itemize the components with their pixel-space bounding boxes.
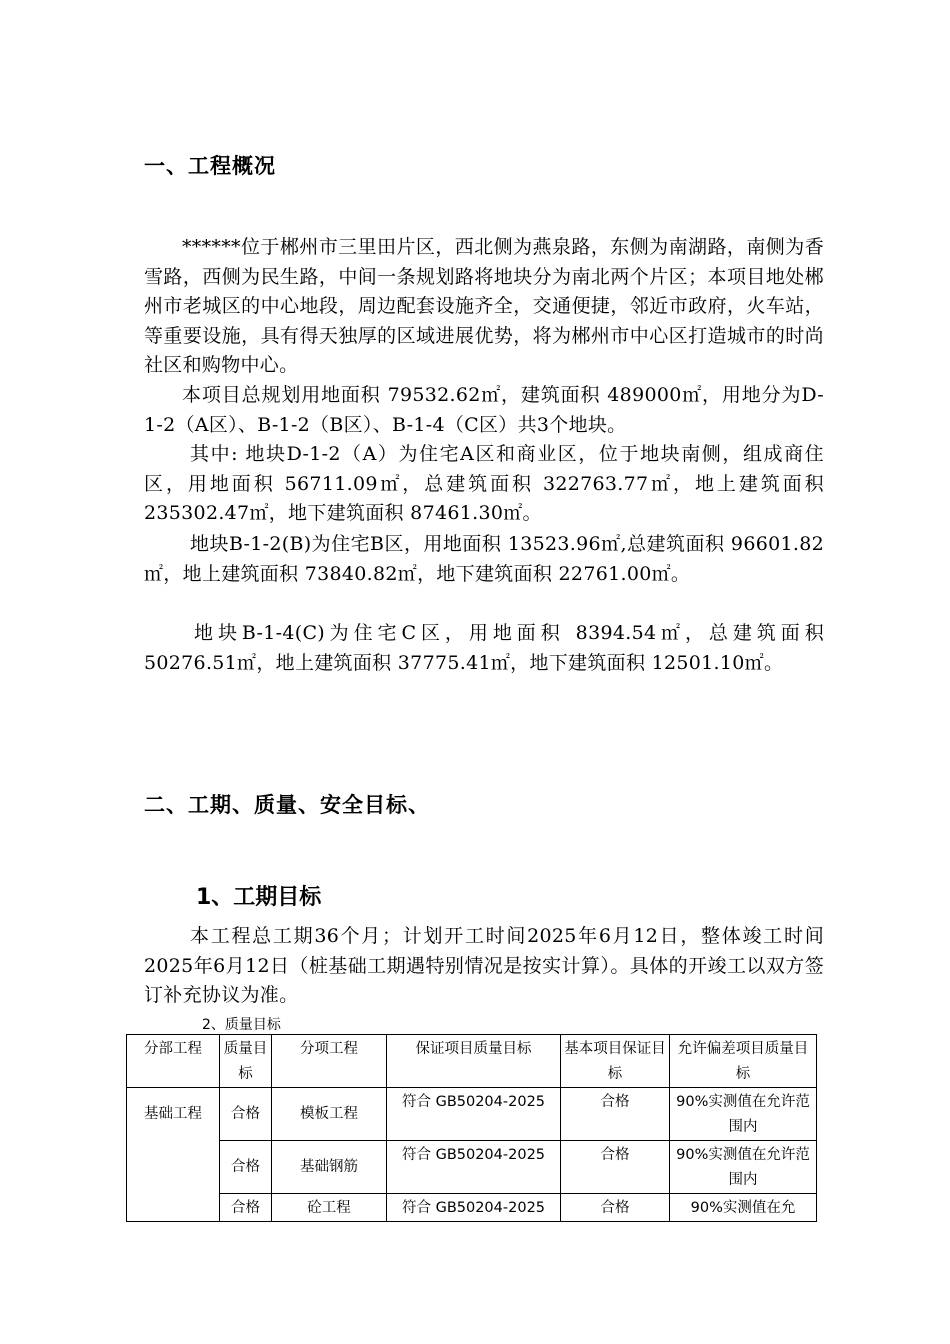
table-cell: 合格 (561, 1194, 670, 1222)
table-header-row (127, 1035, 817, 1088)
table-cell: 合格 (220, 1141, 272, 1194)
overview-paragraph-2: 本项目总规划用地面积 79532.62㎡，建筑面积 489000㎡，用地分为D-1-2（A区）、B-1-2（B区）、B-1-4（C区）共3个地块。 (144, 384, 824, 436)
table-group-cell: 基础工程 (127, 1088, 220, 1222)
overview-paragraph-5: 地块B-1-4(C)为住宅C区，用地面积 8394.54㎡，总建筑面积 50276.51㎡，地上建筑面积 37775.41㎡，地下建筑面积 12501.10㎡。 (144, 622, 824, 674)
overview-paragraph-3: 其中: 地块D-1-2（A）为住宅A区和商业区，位于地块南侧，组成商住区，用地面积 56711.09㎡，总建筑面积 322763.77㎡，地上建筑面积 235302.47㎡，地下建筑面积 87461.30㎡。 (144, 443, 824, 525)
overview-paragraph-1: ******位于郴州市三里田片区，西北侧为燕泉路，东侧为南湖路，南侧为香雪路，西侧为民生路，中间一条规划路将地块分为南北两个片区；本项目地处郴州市老城区的中心地段，周边配套设施齐全，交通便捷，邻近市政府，火车站，等重要设施，具有得天独厚的区域进展优势，将为郴州市中心区打造城市的时尚社区和购物中心。 (144, 236, 824, 377)
table-row (127, 1088, 817, 1141)
table-cell: 90%实测值在允 (670, 1194, 817, 1222)
table-cell: 90%实测值在允许范围内 (670, 1088, 817, 1141)
table-cell: 合格 (561, 1141, 670, 1194)
table-header-cell: 质量目标 (220, 1035, 272, 1088)
table-cell: 符合 GB50204-2025 (387, 1141, 561, 1194)
table-row (127, 1141, 817, 1194)
table-header-cell: 允许偏差项目质量目标 (670, 1035, 817, 1088)
quality-target-heading: 2、质量目标 (202, 1017, 281, 1033)
table-cell: 符合 GB50204-2025 (387, 1088, 561, 1141)
section-1-heading: 一、工程概况 (144, 154, 276, 178)
table-cell: 合格 (561, 1088, 670, 1141)
section-2-heading: 二、工期、质量、安全目标、 (144, 793, 430, 817)
table-cell: 模板工程 (272, 1088, 387, 1141)
table-cell: 砼工程 (272, 1194, 387, 1222)
schedule-target-heading: 1、工期目标 (196, 885, 322, 910)
schedule-target-paragraph: 本工程总工期36个月；计划开工时间2025年6月12日，整体竣工时间2025年6月12日（桩基础工期遇特别情况是按实计算）。具体的开竣工以双方签订补充协议为准。 (144, 925, 824, 1007)
table-cell: 符合 GB50204-2025 (387, 1194, 561, 1222)
overview-paragraph-4: 地块B-1-2(B)为住宅B区，用地面积 13523.96㎡,总建筑面积 96601.82㎡，地上建筑面积 73840.82㎡，地下建筑面积 22761.00㎡。 (144, 533, 824, 585)
table-cell: 基础钢筋 (272, 1141, 387, 1194)
table-header-cell: 分项工程 (272, 1035, 387, 1088)
table-header-cell: 保证项目质量目标 (387, 1035, 561, 1088)
table-cell: 90%实测值在允许范围内 (670, 1141, 817, 1194)
table-cell: 合格 (220, 1194, 272, 1222)
table-cell: 合格 (220, 1088, 272, 1141)
table-row (127, 1194, 817, 1222)
quality-target-table (126, 1034, 817, 1222)
table-header-cell: 基本项目保证目标 (561, 1035, 670, 1088)
table-header-cell: 分部工程 (127, 1035, 220, 1088)
